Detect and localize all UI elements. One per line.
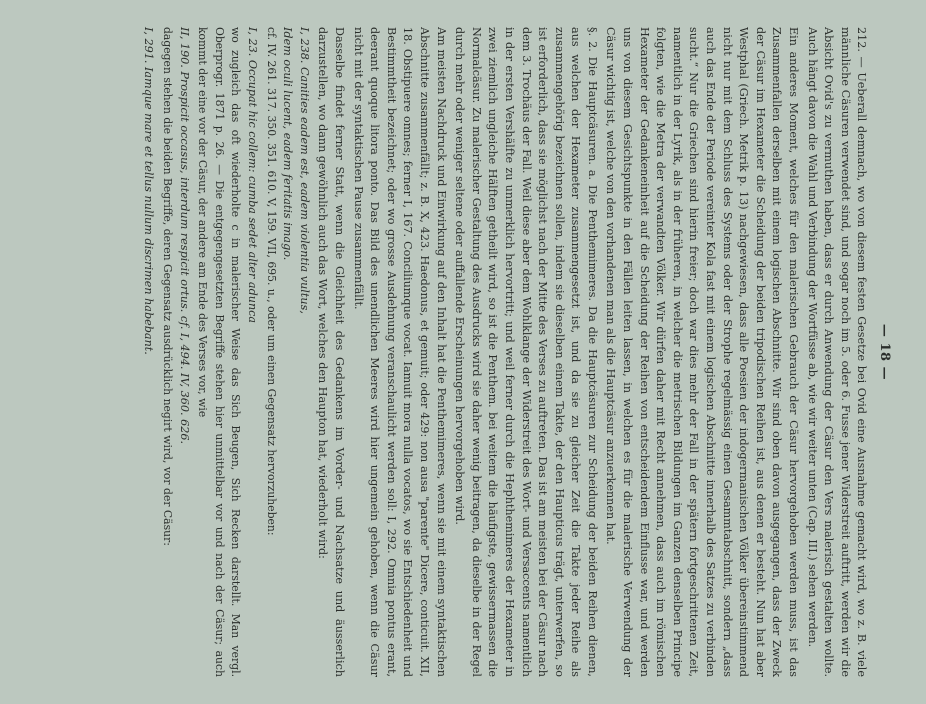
- paragraph-cf: cf. IV. 261. 317. 350. 351. 610. V, 159. VII, 695. u., oder um einen Gegensatz hervorzuheben:: [264, 27, 278, 536]
- paragraph-nachdruck: Am meisten Nachdruck und Einwirkung auf den Inhalt hat die Penthemimeres, wenn sie mit einem syntaktischen Abschnitte zusammenfällt; z. B. X, 423. Haedonus, et gemuit; oder 429: non ausa "parente" Dicere, conticuit. XII, 18. Obstipuere omnes; ferner I, 167. Conciliumque vocat. Iamuit mora nulla vocatos, wo sie Entschiedenheit und Bestimmtheit bezeichnet; oder wo grosse Ausdehnung veranschaulicht werden soll: I, 292. Omnia pontus erant, deerant quoque litora ponto. Das Bild des unendlichen Meeres wird hier ungemein gehoben, wenn die Cäsur nicht mit der syntaktischen Pause zusammenfällt.: [351, 27, 448, 677]
- quote-line-1: I, 238. Canities eadem est, eadem violentia vultus,: [297, 27, 311, 314]
- paragraph-dagegen: dagegen stehen die beiden Begriffe, deren Gegensatz ausdrücklich negirt wird, vor der Cäsur:: [161, 27, 175, 546]
- quote-line-5: I, 291. Iamque mare et tellus nullum discrimen habebant.: [142, 27, 156, 355]
- paragraph-212: 212. — Ueberall demnach, wo von diesem festen Gesetze bei Ovid eine Ausnahme gemacht wird, wo z. B. viele männliche Cäsuren verwendet sind, und sogar noch im 5. oder 6. Fusse jener Widerstreit auftritt, werden wir die Absicht Ovid's zu vermuthen haben, dass er durch Anwendung der Cäsur den Vers malerisch gestalten wollte. Auch hängt davon die Wahl und Verbindung der Wortfüsse ab, wie wir weiter unten (Cap. III.) sehen werden.: [805, 27, 869, 677]
- quote-line-3: I, 23. Occupat hic collem: cumba sedet alter adunca: [246, 27, 260, 324]
- page-number: — 18 —: [877, 323, 892, 381]
- quote-line-2: Idem oculi lucent, eadem feritatis imago.: [281, 27, 295, 261]
- quote-line-4: II, 190. Prospicit occasus, interdum respicit ortus. cf. I, 494. IV, 360. 626.: [177, 27, 191, 445]
- rotated-page-content: [34, 27, 892, 677]
- paragraph-dasselbe: Dasselbe findet ferner Statt, wenn die Gleichheit des Gedankens im Vorder- und Nachsatze und äusserlich darzustellen, wo dann gewöhnlich auch das Wort, welches den Haupton hat, wiederholt wird:: [316, 27, 346, 677]
- paragraph-zugleich: wo zugleich das oft wiederholte c in malerischer Weise das Sich Beugen, Sich Recken darstellt. Man vergl. Oberprogr. 1871 p. 26. — Die entgegengesetzten Begriffe stehen hier unmittelbar vor und nach der Cäsur; auch kommt der eine vor der Cäsur, der andere am Ende des Verses vor, wie: [196, 27, 243, 677]
- paragraph-moment: Ein anderes Moment, welches für den malerischen Gebrauch der Cäsur hervorgehoben werden muss, ist das Zusammenfallen derselben mit einem logischen Abschnitte. Wir sind oben davon ausgegangen, dass der Zweck der Cäsur im Hexameter die Scheidung der beiden tripodischen Reihen ist, aus denen er besteht. Nun hat aber Westphal (Griech. Metrik p. 13) nachgewiesen, dass alle Poesien der indogermanischen Völker übereinstimmend nicht nur mit dem Schluss des Systems oder der Strophe regelmässig einen Gesammtabschnitt, sondern „dass auch das Ende der Periode vereinter Kola fast mit einem logischen Abschnitte innerhalb des Satzes zu verbinden sucht.“ Nur die Griechen sind hierin freier; doch war dies mehr der Fall in der spätern fortgeschrittenen Zeit, namentlich in der Lyrik, als in der früheren, in welcher die metrischen Bildungen im Ganzen denselben Principe folgten, wie die Metra der verwandten Völker. Wir dürfen daher mit Recht annehmen, dass auch im römischen Hexameter der Gedankeneinheit auf die Scheidung der Reihen von entscheidendem Einflusse war, und werden uns von diesem Gesichtspunkte in den Fällen leiten lassen, in welchen es für die malerische Verwendung der Cäsur wichtig ist, welche von den vorhandenen man als die Hauptcäsur anzuerkennen hat.: [604, 27, 801, 677]
- paragraph-hauptcaesuren: §. 2. Die Hauptcäsuren. a. Die Penthemimeres. Da die Hauptcäsuren zur Scheidung der beiden Reihen dienen, aus welchen der Hexameter zusammengesetzt ist, und da sie zu gleicher Zeit die Takte jeder Reihe als zusammengehörig bezeichnen sollen, indem sie dieselben einem Takte, der den Haupticus trägt, unterwerfen, so ist erforderlich, dass sie möglichst nach der Mitte des Verses zu auftreten. Das ist am meisten bei der Cäsur nach dem 3. Trochäus der Fall. Weil diese aber dem Wohlklange der Widerstreit des Wort- und Versaccents namentlich in der ersten Vershälfte zu unmerklich hervortritt; und weil ferner durch die Hephthemimeres der Hexameter in zwei ziemlich ungleiche Hälften getheilt wird, so ist die Penthem. bei weitem die häufigste, gewissermassen die Normalcäsur. Zu malerischer Gestaltung des Ausdrucks wird sie daher wenig beitragen, da dieselbe in der Regel durch mehr oder weniger seltene oder auffallende Erscheinungen hervorgehoben wird.: [453, 27, 599, 677]
